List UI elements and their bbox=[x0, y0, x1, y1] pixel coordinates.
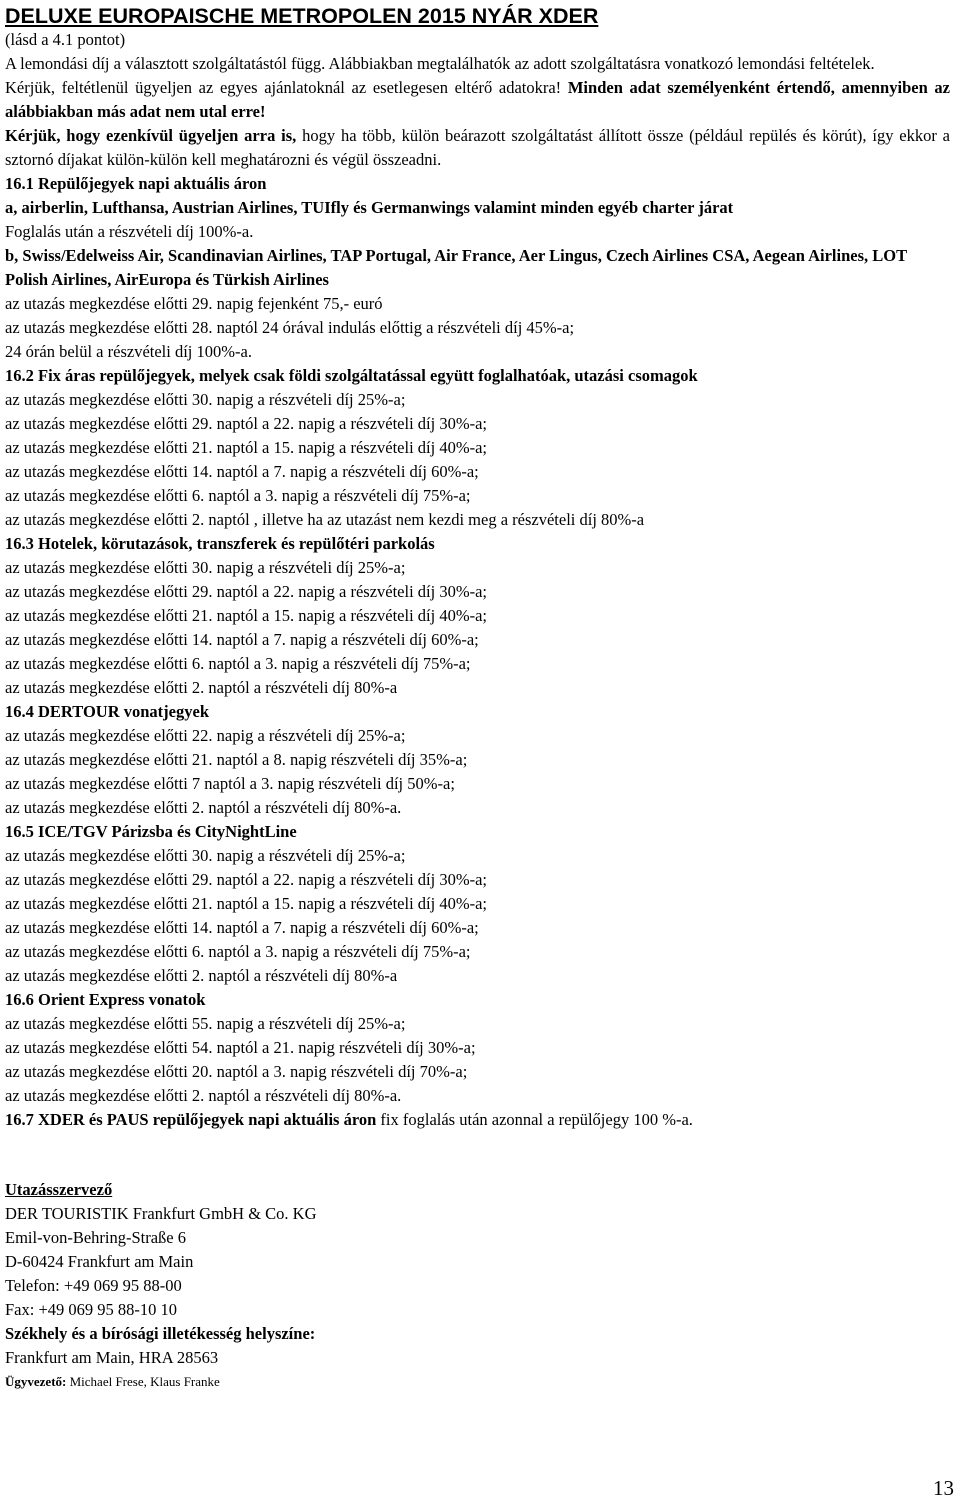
organizer-phone: Telefon: +49 069 95 88-00 bbox=[5, 1276, 182, 1295]
section-16-1-b-airlines: b, Swiss/Edelweiss Air, Scandinavian Airlines, TAP Portugal, Air France, Aer Lingus, Czech Airlines CSA, Aegean Airlines, LOT Polish Airlines, AirEuropa és Türkish Airlines bbox=[5, 246, 907, 289]
list-item: az utazás megkezdése előtti 29. naptól a 22. napig a részvételi díj 30%-a; bbox=[5, 414, 487, 433]
section-16-3-list bbox=[5, 556, 950, 700]
organizer-block bbox=[5, 1178, 950, 1394]
organizer-managers bbox=[5, 1370, 950, 1394]
document-title: DELUXE EUROPAISCHE METROPOLEN 2015 NYÁR XDER bbox=[5, 4, 599, 28]
list-item: az utazás megkezdése előtti 2. naptól , illetve ha az utazást nem kezdi meg a részvételi díj 80%-a bbox=[5, 510, 645, 529]
organizer-label: Utazásszervező bbox=[5, 1180, 113, 1199]
list-item: az utazás megkezdése előtti 2. naptól a részvételi díj 80%-a bbox=[5, 678, 398, 697]
list-item: az utazás megkezdése előtti 2. naptól a részvételi díj 80%-a. bbox=[5, 798, 402, 817]
organizer-seat-label: Székhely és a bírósági illetékesség helyszíne: bbox=[5, 1324, 316, 1343]
list-item: az utazás megkezdése előtti 28. naptól 24 órával indulás előttig a részvételi díj 45%-a; bbox=[5, 318, 575, 337]
organizer-street: Emil-von-Behring-Straße 6 bbox=[5, 1228, 187, 1247]
section-16-1-b-list bbox=[5, 292, 950, 364]
list-item: az utazás megkezdése előtti 21. naptól a 8. napig részvételi díj 35%-a; bbox=[5, 750, 468, 769]
section-16-1-a-airlines: a, airberlin, Lufthansa, Austrian Airlines, TUIfly és Germanwings valamint minden egyéb charter járat bbox=[5, 198, 734, 217]
list-item: az utazás megkezdése előtti 30. napig a részvételi díj 25%-a; bbox=[5, 390, 406, 409]
section-16-6-heading: 16.6 Orient Express vonatok bbox=[5, 990, 206, 1009]
section-16-7 bbox=[5, 1108, 950, 1132]
section-16-4-list bbox=[5, 724, 950, 820]
section-16-7-text: fix foglalás után azonnal a repülőjegy 100 %-a. bbox=[376, 1110, 693, 1129]
list-item: az utazás megkezdése előtti 29. naptól a 22. napig a részvételi díj 30%-a; bbox=[5, 870, 487, 889]
section-16-7-heading: 16.7 XDER és PAUS repülőjegyek napi aktuális áron bbox=[5, 1110, 377, 1129]
list-item: az utazás megkezdése előtti 30. napig a részvételi díj 25%-a; bbox=[5, 558, 406, 577]
list-item: az utazás megkezdése előtti 29. napig fejenként 75,- euró bbox=[5, 294, 383, 313]
section-16-2-heading: 16.2 Fix áras repülőjegyek, melyek csak földi szolgáltatással együtt foglalhatóak, utazási csomagok bbox=[5, 366, 698, 385]
list-item: az utazás megkezdése előtti 6. naptól a 3. napig a részvételi díj 75%-a; bbox=[5, 942, 471, 961]
section-16-1-a-fee: Foglalás után a részvételi díj 100%-a. bbox=[5, 222, 254, 241]
combination-notice bbox=[5, 124, 950, 172]
see-reference: (lásd a 4.1 pontot) bbox=[5, 30, 126, 49]
organizer-company: DER TOURISTIK Frankfurt GmbH & Co. KG bbox=[5, 1204, 317, 1223]
list-item: az utazás megkezdése előtti 22. napig a részvételi díj 25%-a; bbox=[5, 726, 406, 745]
managers-label: Ügyvezető: bbox=[5, 1374, 67, 1389]
list-item: az utazás megkezdése előtti 2. naptól a részvételi díj 80%-a. bbox=[5, 1086, 402, 1105]
document-body bbox=[5, 4, 950, 1394]
list-item: az utazás megkezdése előtti 7 naptól a 3. napig részvételi díj 50%-a; bbox=[5, 774, 455, 793]
list-item: az utazás megkezdése előtti 2. naptól a részvételi díj 80%-a bbox=[5, 966, 398, 985]
combination-notice-bold: Kérjük, hogy ezenkívül ügyeljen arra is, bbox=[5, 126, 297, 145]
list-item: az utazás megkezdése előtti 14. naptól a 7. napig a részvételi díj 60%-a; bbox=[5, 630, 479, 649]
cancellation-fee-intro: A lemondási díj a választott szolgáltatástól függ. Alábbiakban megtalálhatók az adott szolgáltatásra vonatkozó lemondási feltételek. bbox=[5, 54, 875, 73]
list-item: 24 órán belül a részvételi díj 100%-a. bbox=[5, 342, 252, 361]
list-item: az utazás megkezdése előtti 14. naptól a 7. napig a részvételi díj 60%-a; bbox=[5, 918, 479, 937]
section-16-2-list bbox=[5, 388, 950, 532]
section-16-6-list bbox=[5, 1012, 950, 1108]
organizer-fax: Fax: +49 069 95 88-10 10 bbox=[5, 1300, 178, 1319]
section-16-5-heading: 16.5 ICE/TGV Párizsba és CityNightLine bbox=[5, 822, 297, 841]
organizer-city: D-60424 Frankfurt am Main bbox=[5, 1252, 194, 1271]
section-16-4-heading: 16.4 DERTOUR vonatjegyek bbox=[5, 702, 209, 721]
list-item: az utazás megkezdése előtti 20. naptól a 3. napig részvételi díj 70%-a; bbox=[5, 1062, 468, 1081]
section-16-3-heading: 16.3 Hotelek, körutazások, transzferek és repülőtéri parkolás bbox=[5, 534, 435, 553]
list-item: az utazás megkezdése előtti 21. naptól a 15. napig a részvételi díj 40%-a; bbox=[5, 606, 487, 625]
section-16-1-heading: 16.1 Repülőjegyek napi aktuális áron bbox=[5, 174, 267, 193]
managers-value: Michael Frese, Klaus Franke bbox=[66, 1374, 220, 1389]
list-item: az utazás megkezdése előtti 55. napig a részvételi díj 25%-a; bbox=[5, 1014, 406, 1033]
data-notice-text: Kérjük, feltétlenül ügyeljen az egyes ajánlatoknál az esetlegesen eltérő adatokra! bbox=[5, 78, 568, 97]
organizer-seat-value: Frankfurt am Main, HRA 28563 bbox=[5, 1348, 219, 1367]
combination-notice-text: hogy ha több, külön beárazott szolgáltatást állított össze (például repülés és körút), így ekkor a sztornó díjakat külön-külön kell meghatározni és végül összeadni. bbox=[5, 126, 951, 169]
data-notice-bold: Minden adat személyenként értendő, amennyiben az alábbiakban más adat nem utal erre! bbox=[5, 78, 950, 121]
list-item: az utazás megkezdése előtti 6. naptól a 3. napig a részvételi díj 75%-a; bbox=[5, 486, 471, 505]
page-number: 13 bbox=[933, 1476, 954, 1500]
section-16-5-list bbox=[5, 844, 950, 988]
list-item: az utazás megkezdése előtti 29. naptól a 22. napig a részvételi díj 30%-a; bbox=[5, 582, 487, 601]
list-item: az utazás megkezdése előtti 30. napig a részvételi díj 25%-a; bbox=[5, 846, 406, 865]
data-notice bbox=[5, 76, 950, 124]
list-item: az utazás megkezdése előtti 54. naptól a 21. napig részvételi díj 30%-a; bbox=[5, 1038, 476, 1057]
list-item: az utazás megkezdése előtti 21. naptól a 15. napig a részvételi díj 40%-a; bbox=[5, 438, 487, 457]
list-item: az utazás megkezdése előtti 21. naptól a 15. napig a részvételi díj 40%-a; bbox=[5, 894, 487, 913]
list-item: az utazás megkezdése előtti 6. naptól a 3. napig a részvételi díj 75%-a; bbox=[5, 654, 471, 673]
list-item: az utazás megkezdése előtti 14. naptól a 7. napig a részvételi díj 60%-a; bbox=[5, 462, 479, 481]
